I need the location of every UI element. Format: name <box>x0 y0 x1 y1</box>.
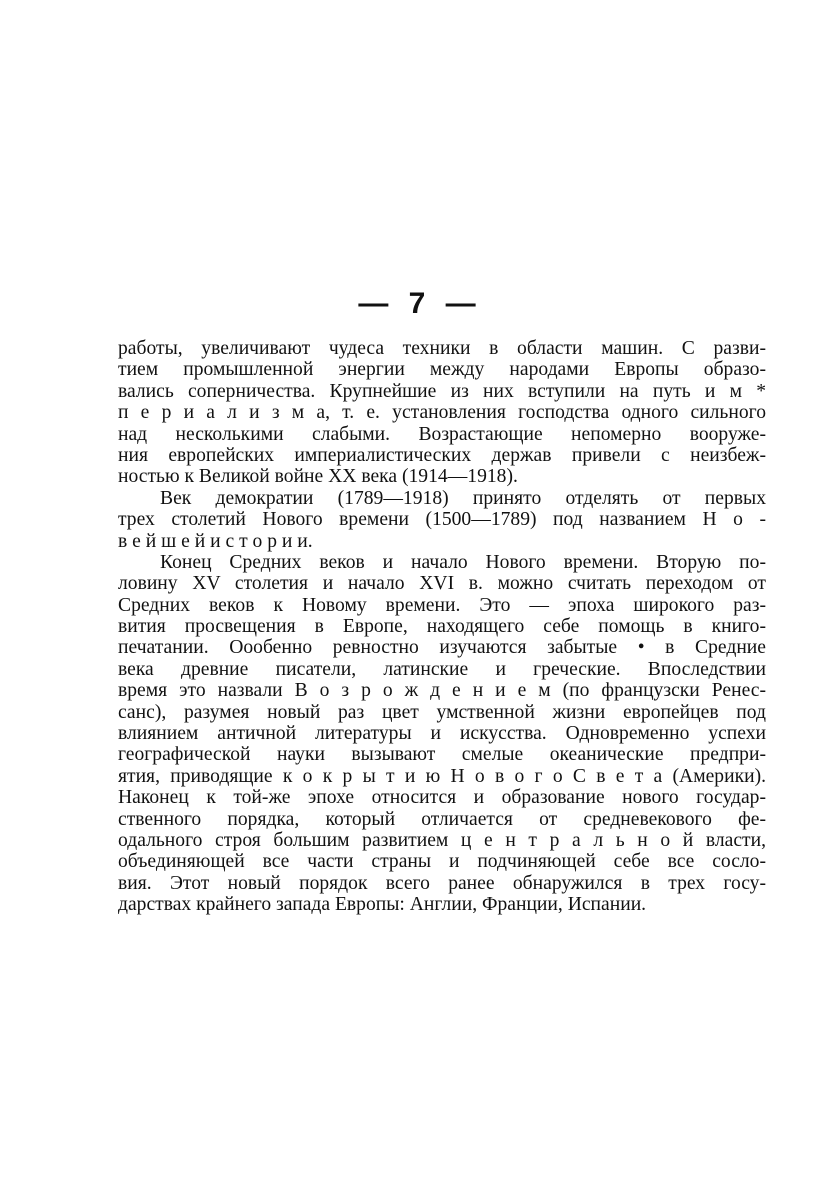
text-line: вались соперничества. Крупнейшие из них вступили на путь и м * <box>118 380 766 402</box>
text-line: над несколькими слабыми. Возрастающие непомерно вооруже- <box>118 423 766 445</box>
text-line: вития просвещения в Европе, находящего себе помощь в книго- <box>118 616 766 638</box>
text-line: трех столетий Нового времени (1500—1789) под названием Н о - <box>118 509 766 531</box>
text-line: вия. Этот новый порядок всего ранее обнаружился в трех госу- <box>118 872 766 894</box>
text-line: Средних веков к Новому времени. Это — эпоха широкого раз- <box>118 594 766 616</box>
text-line: работы, увеличивают чудеса техники в области машин. С разви- <box>118 338 766 359</box>
text-line: п е р и а л и з м а, т. е. установления господства одного сильного <box>118 402 766 424</box>
text-line: ния европейских империалистических держав привели с неизбеж- <box>118 444 766 466</box>
text-line: века древние писатели, латинские и греческие. Впоследствии <box>118 658 766 680</box>
text-line: в е й ш е й и с т о р и и. <box>118 530 313 552</box>
text-line: дарствах крайнего запада Европы: Англии, Франции, Испании. <box>118 894 647 916</box>
text-line: ловину XV столетия и начало XVI в. можно считать переходом от <box>118 573 766 595</box>
text-line: Наконец к той-же эпохе относится и образование нового государ- <box>118 787 766 809</box>
text-line: Век демократии (1789—1918) принято отделять от первых <box>160 487 766 509</box>
text-line: санс), разумея новый раз цвет умственной жизни европейцев под <box>118 701 766 723</box>
text-line: Конец Средних веков и начало Нового времени. Вторую по- <box>160 551 766 573</box>
text-line: тием промышленной энергии между народами Европы образо- <box>118 359 766 381</box>
text-line: время это назвали В о з р о ж д е н и е м (по французски Ренес- <box>118 680 766 702</box>
page-number: — 7 — <box>358 287 482 320</box>
text-line: печатании. Оообенно ревностно изучаются забытые • в Средние <box>118 637 766 659</box>
text-line: одального строя большим развитием ц е н т р а л ь н о й власти, <box>118 829 766 851</box>
text-line: ятия, приводящие к о к р ы т и ю Н о в о г о С в е т а (Америки). <box>118 765 766 787</box>
text-line: влиянием античной литературы и искусства. Одновременно успехи <box>118 723 766 745</box>
text-line: объединяющей все части страны и подчиняющей себе все сосло- <box>118 851 766 873</box>
body-text <box>118 338 766 916</box>
text-line: географической науки вызывают смелые океанические предпри- <box>118 744 766 766</box>
text-line: ностью к Великой войне XX века (1914—1918). <box>118 466 518 488</box>
text-line: ственного порядка, который отличается от средневекового фе- <box>118 808 766 830</box>
